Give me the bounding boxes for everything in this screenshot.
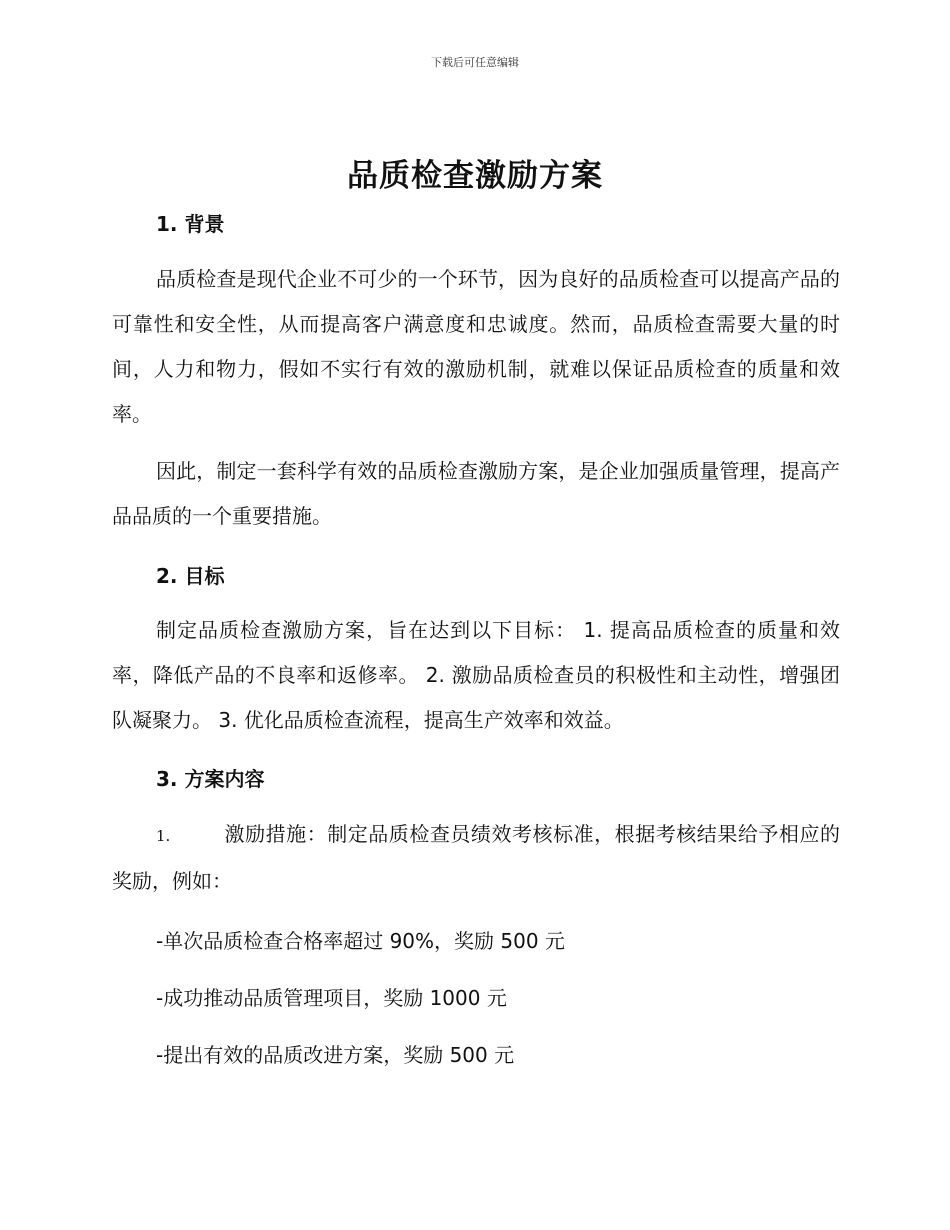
measure-text: 激励措施：制定品质检查员绩效考核标准，根据考核结果给予相应的奖励，例如： xyxy=(112,822,840,893)
measure-number: 1. xyxy=(156,827,171,845)
document-title: 品质检查激励方案 xyxy=(347,158,603,194)
reward-item-3: -提出有效的品质改进方案，奖励 500 元 xyxy=(156,1043,515,1067)
section-heading-background: 1. 背景 xyxy=(156,212,225,236)
background-paragraph-1: 品质检查是现代企业不可少的一个环节，因为良好的品质检查可以提高产品的可靠性和安全性，从而提高客户满意度和忠诚度。然而，品质检查需要大量的时间，人力和物力，假如不实行有效的激励机制，就难以保证品质检查的质量和效率。 xyxy=(112,267,840,426)
reward-item-1: -单次品质检查合格率超过 90%，奖励 500 元 xyxy=(156,929,565,953)
section-heading-plan: 3. 方案内容 xyxy=(156,767,265,791)
reward-item-2: -成功推动品质管理项目，奖励 1000 元 xyxy=(156,986,507,1010)
header-note: 下载后可任意编辑 xyxy=(431,56,519,69)
section-heading-goals: 2. 目标 xyxy=(156,564,225,588)
background-paragraph-2: 因此，制定一套科学有效的品质检查激励方案，是企业加强质量管理，提高产品品质的一个重要措施。 xyxy=(112,459,840,528)
goals-paragraph: 制定品质检查激励方案，旨在达到以下目标： 1. 提高品质检查的质量和效率，降低产品的不良率和返修率。 2. 激励品质检查员的积极性和主动性，增强团队凝聚力。 3. 优化品质检查流程，提高生产效率和效益。 xyxy=(112,618,840,732)
measure-paragraph xyxy=(112,812,840,904)
